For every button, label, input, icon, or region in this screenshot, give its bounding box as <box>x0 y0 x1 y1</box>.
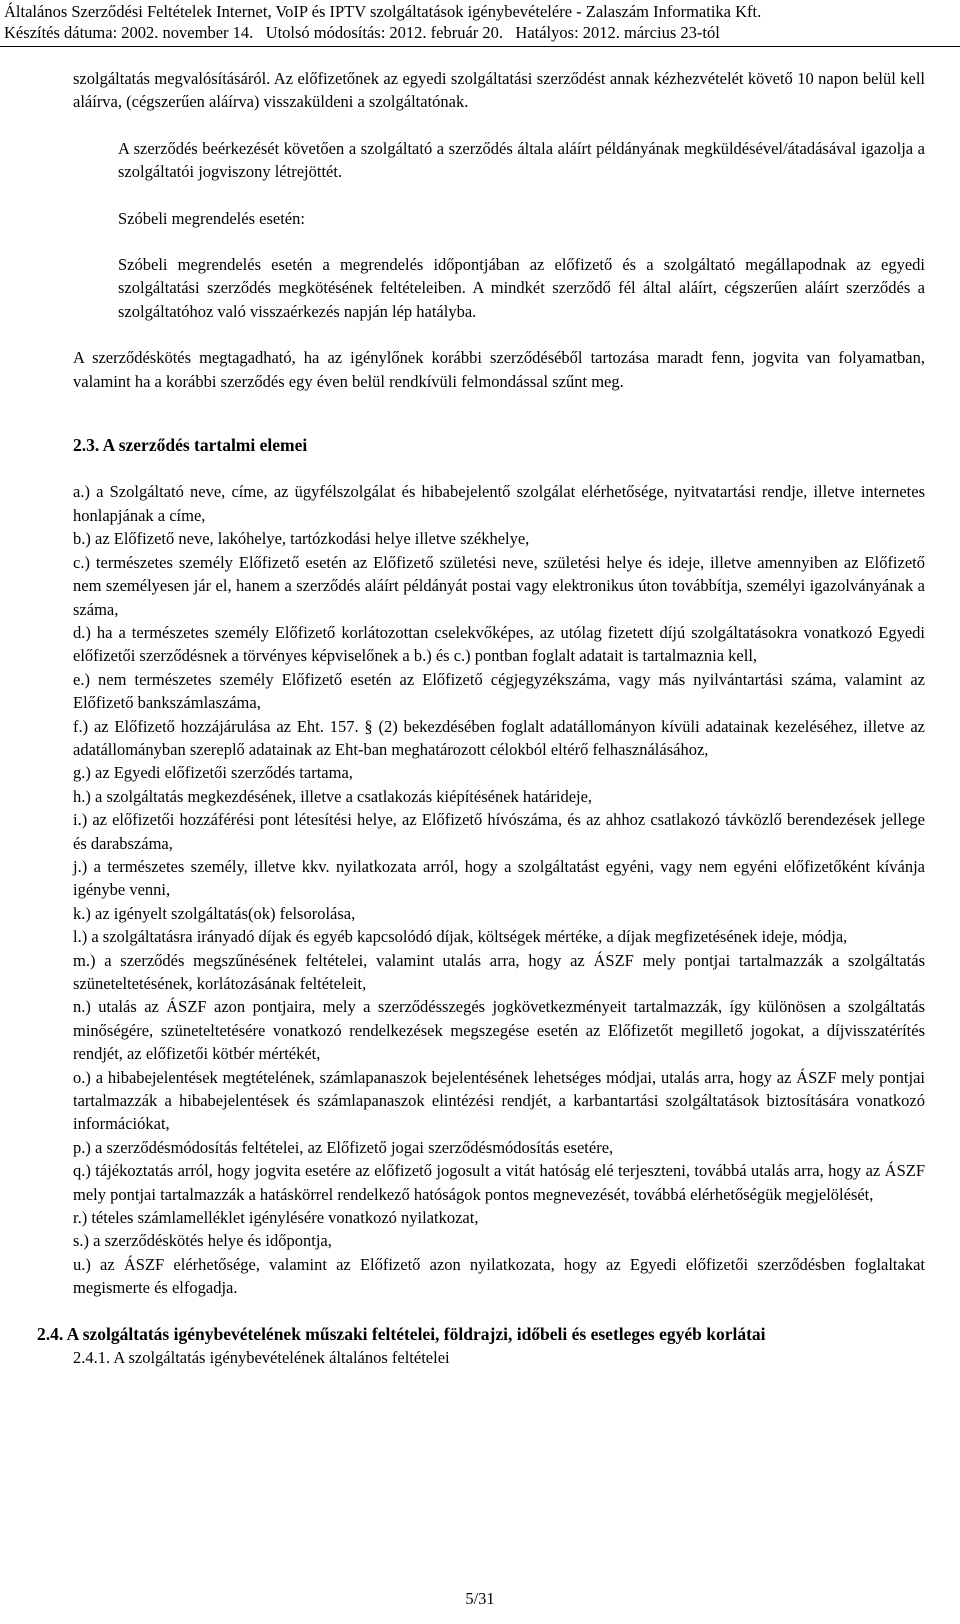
list-item: p.) a szerződésmódosítás feltételei, az Előfizető jogai szerződésmódosítás esetére, <box>73 1137 614 1157</box>
paragraph-refusal: A szerződéskötés megtagadható, ha az igénylőnek korábbi szerződéséből tartozása maradt fenn, jogvita van folyamatban, valamint ha a korábbi szerződés egy éven belül rendkívüli felmondással szűnt meg. <box>73 348 925 391</box>
list-item: f.) az Előfizető hozzájárulása az Eht. 157. § (2) bekezdésében foglalt adatállományon kívüli adatainak kezeléséhez, illetve az adatállományban szereplő adatainak az Eht-ban meghatározott célokból eltérő felhasználásához, <box>73 716 925 759</box>
document-body <box>37 67 925 1370</box>
list-item: a.) a Szolgáltató neve, címe, az ügyfélszolgálat és hibabejelentő szolgálat elérhetősége, nyitvatartási rendje, illetve internetes honlapjának a címe, <box>73 482 925 525</box>
section-title-2-3: 2.3. A szerződés tartalmi elemei <box>73 435 308 456</box>
paragraph-oral-order: Szóbeli megrendelés esetén a megrendelés időpontjában az előfizető és a szolgáltató megállapodnak az egyedi szolgáltatási szerződés megkötésének feltételeiben. A mindkét szerződő fél által aláírt, cégszerűen aláírt szerződés a szolgáltatóhoz való visszaérkezés napján lép hatályba. <box>118 255 925 321</box>
paragraph-oral-order-heading: Szóbeli megrendelés esetén: <box>118 208 305 228</box>
paragraph-contract-receipt: A szerződés beérkezését követően a szolgáltató a szerződés általa aláírt példányának megküldésével/átadásával igazolja a szolgáltatói jogviszony létrejöttét. <box>118 138 925 182</box>
list-item: h.) a szolgáltatás megkezdésének, illetve a csatlakozás kiépítésének határideje, <box>73 786 593 806</box>
subsection-title-2-4-1: 2.4.1. A szolgáltatás igénybevételének általános feltételei <box>73 1348 450 1368</box>
list-item: d.) ha a természetes személy Előfizető korlátozottan cselekvőképes, az utólag fizetett díjú szolgáltatásokra vonatkozó Egyedi előfizetői szerződésnek a törvényes képviselőnek a b.) és c.) pontban foglalt adatait is tartalmaznia kell, <box>73 622 925 666</box>
header-title: Általános Szerződési Feltételek Internet, VoIP és IPTV szolgáltatások igénybevételére - Zalaszám Informatika Kft. <box>4 2 762 21</box>
list-item: e.) nem természetes személy Előfizető esetén az Előfizető cégjegyzékszáma, vagy más nyilvántartási száma, valamint az Előfizető bankszámlaszáma, <box>73 669 925 713</box>
header-rule <box>0 46 960 47</box>
paragraph-continuation: szolgáltatás megvalósításáról. Az előfizetőnek az egyedi szolgáltatási szerződést annak kézhezvételét követő 10 napon belül kell aláírva, (cégszerűen aláírva) visszaküldeni a szolgáltatónak. <box>73 69 925 112</box>
list-item: b.) az Előfizető neve, lakóhelye, tartózkodási helye illetve székhelye, <box>73 529 530 549</box>
list-item: i.) az előfizetői hozzáférési pont létesítési helye, az Előfizető hívószáma, és az ahhoz csatlakozó távközlő berendezések jellege és darabszáma, <box>73 810 925 853</box>
list-item: c.) természetes személy Előfizető esetén az Előfizető születési neve, születési helye és ideje, illetve amennyiben az Előfizető nem személyesen jár el, hanem a szerződés aláírt példányát postai vagy elektronikus úton továbbítja, személyi igazolványának a száma, <box>73 552 925 619</box>
list-item: s.) a szerződéskötés helye és időpontja, <box>73 1231 332 1251</box>
list-item: g.) az Egyedi előfizetői szerződés tartama, <box>73 763 353 783</box>
list-item: q.) tájékoztatás arról, hogy jogvita esetére az előfizető jogosult a vitát hatóság elé terjeszteni, továbbá utalás arra, hogy az ÁSZF mely pontjai tartalmazzák a hatáskörrel rendelkező hatóságok pontos megnevezését, továbbá elérhetőségük megjelölését, <box>73 1161 925 1204</box>
list-item: j.) a természetes személy, illetve kkv. nyilatkozata arról, hogy a szolgáltatást egyéni, vagy nem egyéni előfizetőként kívánja igénybe venni, <box>73 856 925 900</box>
content-elements-list <box>73 480 925 1299</box>
section-title-2-4: 2.4. A szolgáltatás igénybevételének műszaki feltételei, földrajzi, időbeli és esetleges egyéb korlátai <box>37 1323 766 1344</box>
list-item: r.) tételes számlamelléklet igénylésére vonatkozó nyilatkozat, <box>73 1208 479 1228</box>
header-dates: Készítés dátuma: 2002. november 14. Utolsó módosítás: 2012. február 20. Hatályos: 2012. március 23-tól <box>4 23 720 42</box>
list-item: l.) a szolgáltatásra irányadó díjak és egyéb kapcsolódó díjak, költségek mértéke, a díjak megfizetésének ideje, módja, <box>73 927 848 947</box>
list-item: n.) utalás az ÁSZF azon pontjaira, mely a szerződésszegés jogkövetkezményeit tartalmazzák, így különösen a szolgáltatás minőségére, szüneteltetésére vonatkozó rendelkezések megszegése esetén az Előfizetőt megillető jogokat, a díjvisszatérítés rendjét, az előfizetői kötbér mértékét, <box>73 997 925 1064</box>
list-item: m.) a szerződés megszűnésének feltételei, valamint utalás arra, hogy az ÁSZF mely pontjai tartalmazzák a szolgáltatás szüneteltetésének, korlátozásának feltételeit, <box>73 950 925 993</box>
list-item: o.) a hibabejelentések megtételének, számlapanaszok bejelentésének lehetséges módjai, utalás arra, hogy az ÁSZF mely pontjai tartalmazzák a hibabejelentések és számlapanaszok elintézési rendjét, a karbantartási szolgáltatások biztosítására vonatkozó információkat, <box>73 1067 925 1134</box>
list-item: k.) az igényelt szolgáltatás(ok) felsorolása, <box>73 903 356 923</box>
page-number: 5/31 <box>465 1589 495 1608</box>
page-header <box>0 0 960 43</box>
list-item: u.) az ÁSZF elérhetősége, valamint az Előfizető azon nyilatkozata, hogy az Egyedi előfizetői szerződésben foglaltakat megismerte és elfogadja. <box>73 1254 925 1298</box>
